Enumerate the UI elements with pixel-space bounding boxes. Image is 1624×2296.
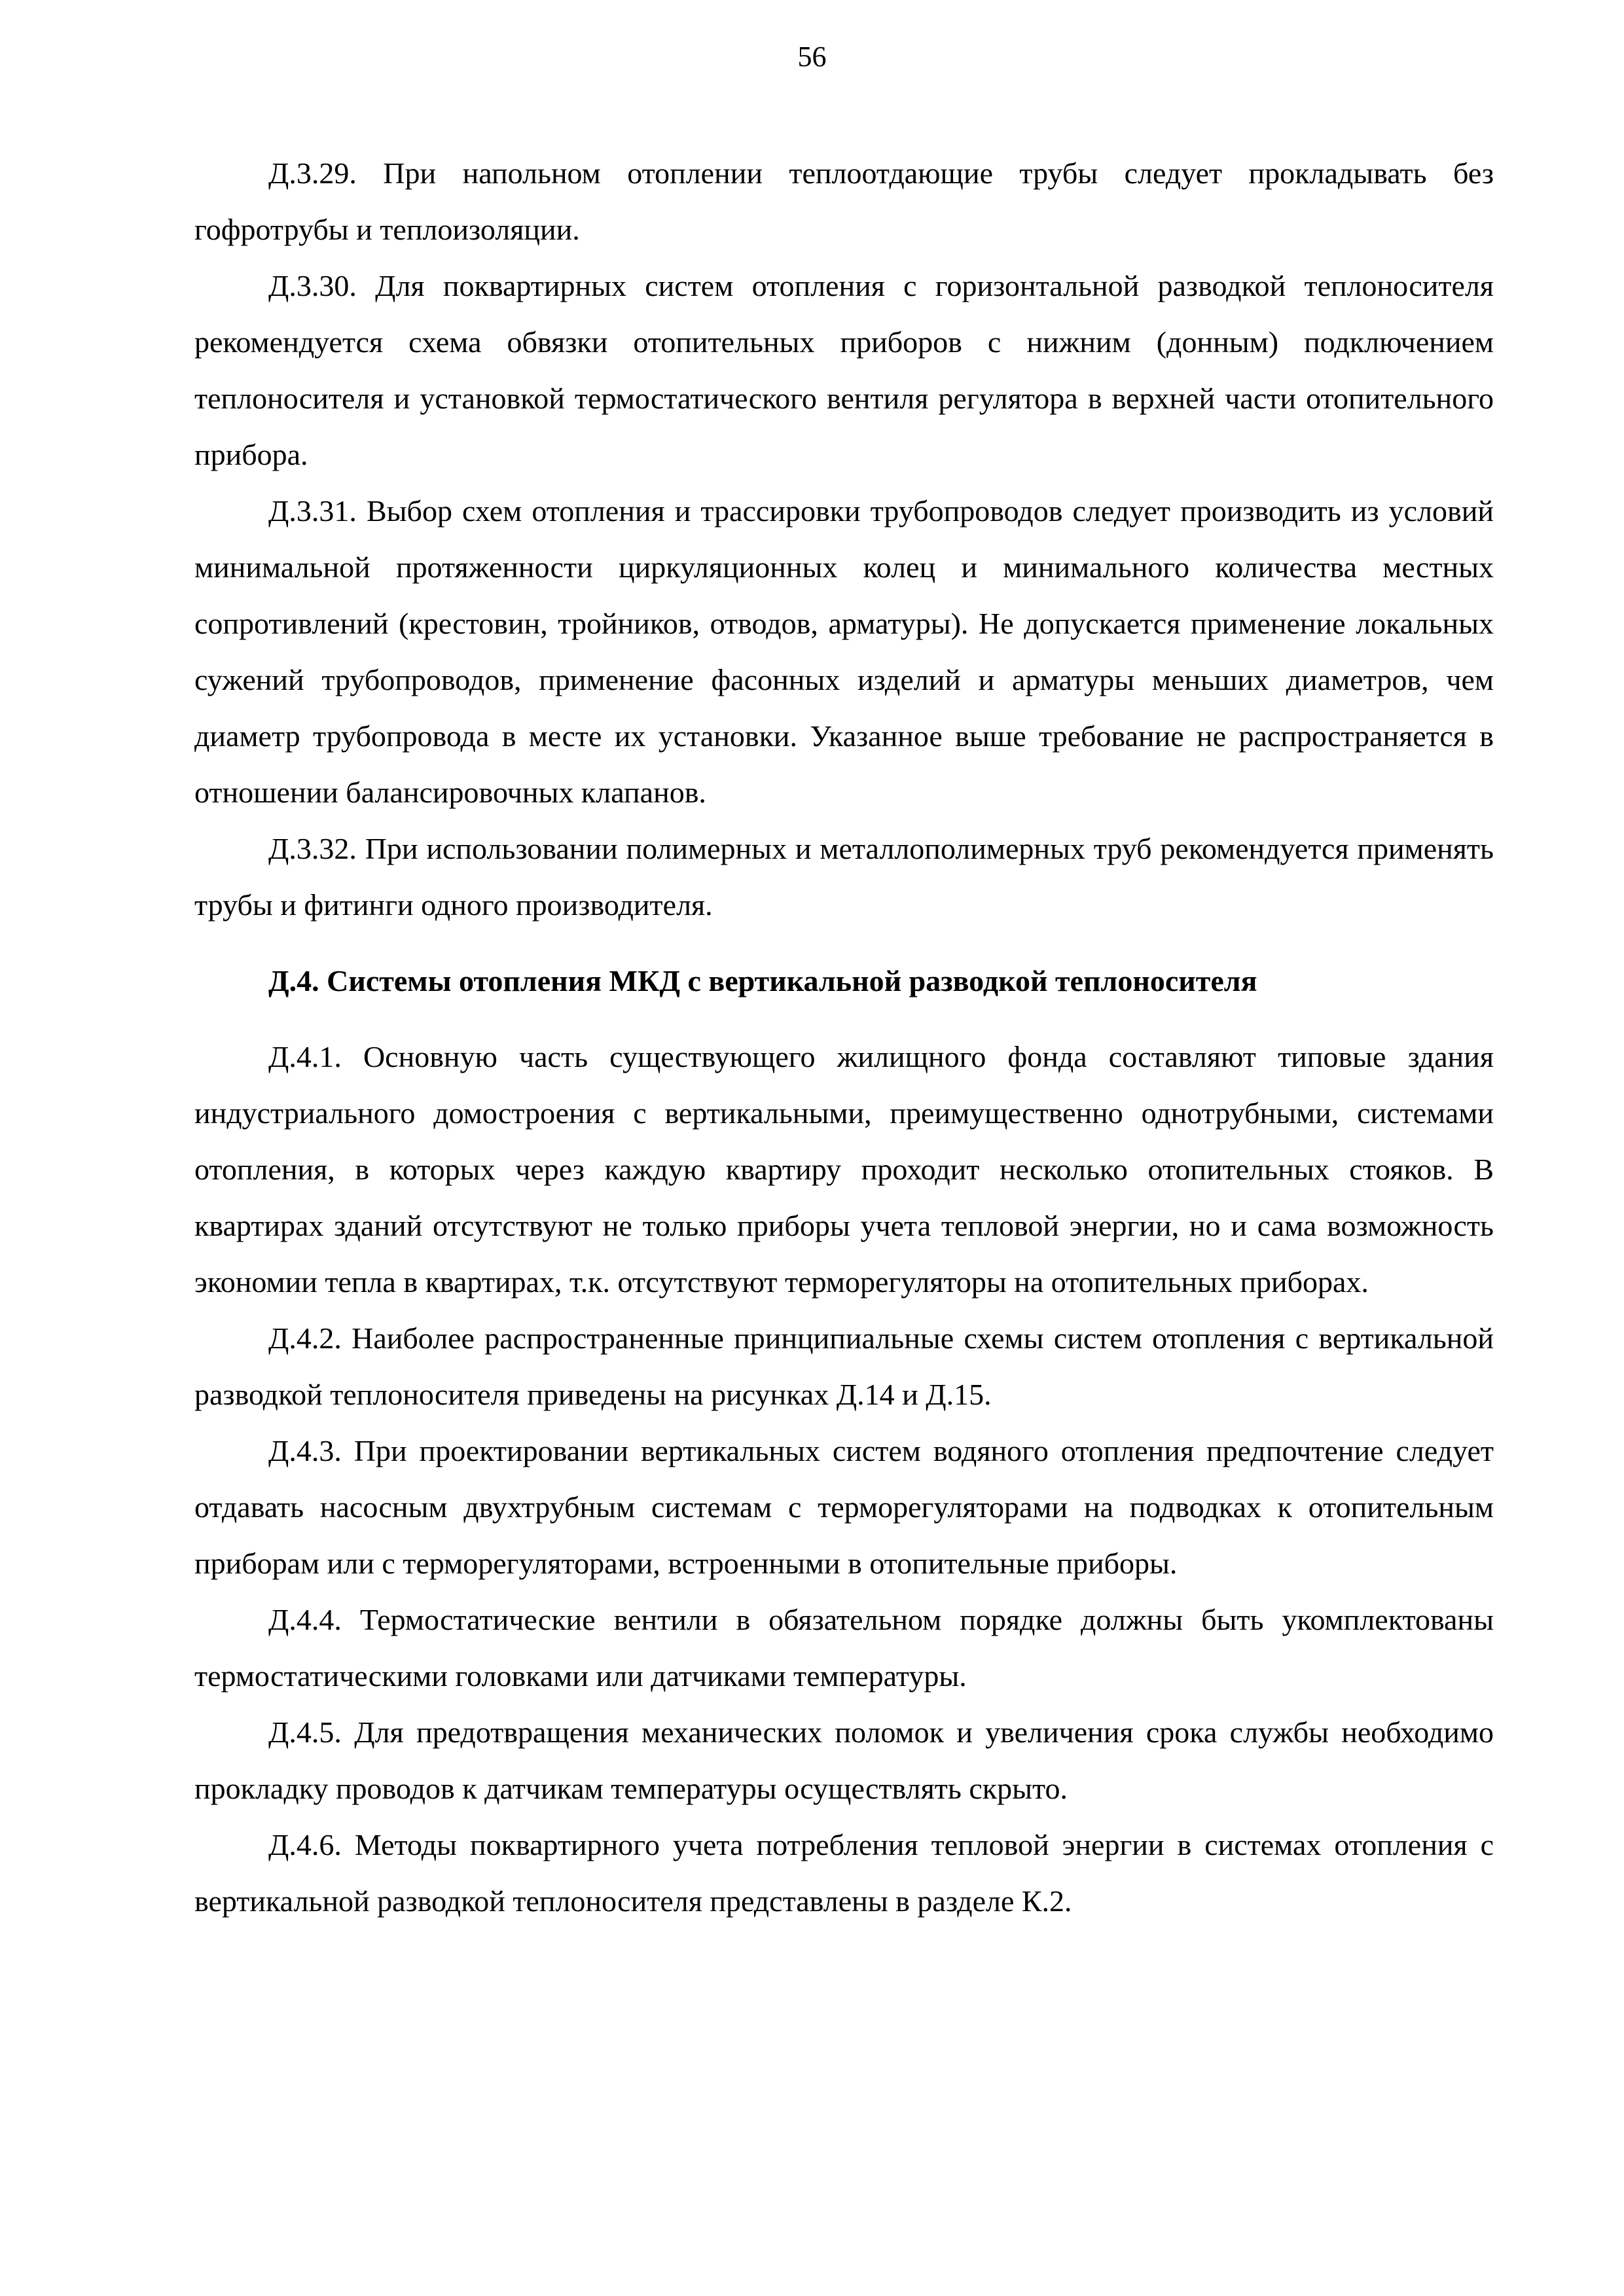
paragraph-d4-3: Д.4.3. При проектировании вертикальных систем водяного отопления предпочтение следует отдавать насосным двухтрубным системам с терморегуляторами на подводках к отопительным приборам или с терморегуляторами, встроенными в отопительные приборы. xyxy=(194,1434,1494,1580)
paragraph-d4-6: Д.4.6. Методы поквартирного учета потребления тепловой энергии в системах отопления с вертикальной разводкой теплоносителя представлены в разделе К.2. xyxy=(194,1828,1494,1918)
paragraph-d3-31: Д.3.31. Выбор схем отопления и трассировки трубопроводов следует производить из условий минимальной протяженности циркуляционных колец и минимального количества местных сопротивлений (крестовин, тройников, отводов, арматуры). Не допускается применение локальных сужений трубопроводов, применение фасонных изделий и арматуры меньших диаметров, чем диаметр трубопровода в месте их установки. Указанное выше требование не распространяется в отношении балансировочных клапанов. xyxy=(194,494,1494,809)
page-content xyxy=(194,145,1494,1929)
paragraph-d4-4: Д.4.4. Термостатические вентили в обязательном порядке должны быть укомплектованы термостатическими головками или датчиками температуры. xyxy=(194,1603,1494,1693)
paragraph-d4-1: Д.4.1. Основную часть существующего жилищного фонда составляют типовые здания индустриального домостроения с вертикальными, преимущественно однотрубными, системами отопления, в которых через каждую квартиру проходит несколько отопительных стояков. В квартирах зданий отсутствуют не только приборы учета тепловой энергии, но и сама возможность экономии тепла в квартирах, т.к. отсутствуют терморегуляторы на отопительных приборах. xyxy=(194,1040,1494,1299)
paragraph-d3-30: Д.3.30. Для поквартирных систем отопления с горизонтальной разводкой теплоносителя рекомендуется схема обвязки отопительных приборов с нижним (донным) подключением теплоносителя и установкой термостатического вентиля регулятора в верхней части отопительного прибора. xyxy=(194,269,1494,471)
page-number: 56 xyxy=(797,41,827,73)
section-heading-d4: Д.4. Системы отопления МКД с вертикальной разводкой теплоносителя xyxy=(268,964,1257,997)
paragraph-d3-29: Д.3.29. При напольном отоплении теплоотдающие трубы следует прокладывать без гофротрубы и теплоизоляции. xyxy=(194,156,1494,246)
paragraph-d4-5: Д.4.5. Для предотвращения механических поломок и увеличения срока службы необходимо прокладку проводов к датчикам температуры осуществлять скрыто. xyxy=(194,1715,1494,1805)
paragraph-d3-32: Д.3.32. При использовании полимерных и металлополимерных труб рекомендуется применять трубы и фитинги одного производителя. xyxy=(194,832,1494,922)
paragraph-d4-2: Д.4.2. Наиболее распространенные принципиальные схемы систем отопления с вертикальной разводкой теплоносителя приведены на рисунках Д.14 и Д.15. xyxy=(194,1321,1494,1411)
